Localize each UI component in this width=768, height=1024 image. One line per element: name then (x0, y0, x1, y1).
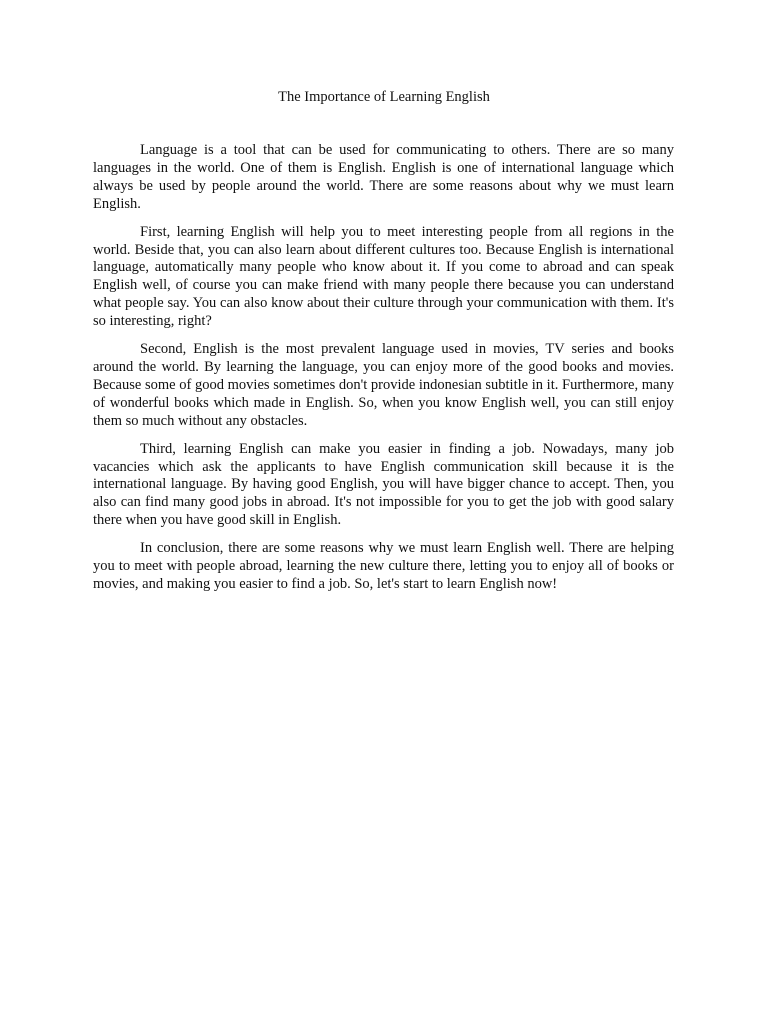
paragraph-third-reason: Third, learning English can make you easier in finding a job. Nowadays, many job vacancies which ask the applicants to have English communication skill because it is the international language. By having good English, you will have bigger chance to accept. Then, you also can find many good jobs in abroad. It's not impossible for you to get the job with good salary there when you have good skill in English. (93, 440, 674, 529)
document-body (93, 142, 674, 604)
paragraph-first-reason: First, learning English will help you to meet interesting people from all regions in the world. Beside that, you can also learn about different cultures too. Because English is international language, automatically many people who know about it. If you come to abroad and can speak English well, of course you can make friend with many people there because you can understand what people say. You can also know about their culture through your communication with them. It's so interesting, right? (93, 223, 674, 330)
document-title: The Importance of Learning English (278, 89, 490, 105)
paragraph-introduction: Language is a tool that can be used for communicating to others. There are so many languages in the world. One of them is English. English is one of international language which always be used by people around the world. There are some reasons about why we must learn English. (93, 142, 674, 212)
paragraph-conclusion: In conclusion, there are some reasons why we must learn English well. There are helping you to meet with people abroad, learning the new culture there, letting you to enjoy all of books or movies, and making you easier to find a job. So, let's start to learn English now! (93, 540, 674, 592)
paragraph-second-reason: Second, English is the most prevalent language used in movies, TV series and books around the world. By learning the language, you can enjoy more of the good books and movies. Because some of good movies sometimes don't provide indonesian subtitle in it. Furthermore, many of wonderful books which made in English. So, when you know English well, you can still enjoy them so much without any obstacles. (93, 341, 674, 429)
